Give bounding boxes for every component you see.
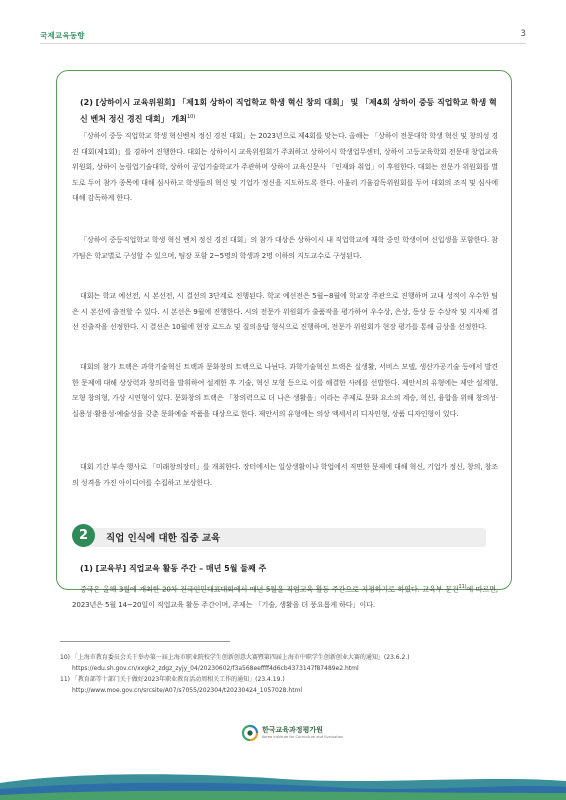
section1-paragraph-5: [72, 459, 498, 490]
footnote-divider: [60, 641, 230, 642]
footnote-ref-10: 10): [186, 114, 196, 120]
footnote-label: 11): [60, 676, 70, 683]
section2-subtitle: (1) [교육부] 직업교육 활동 주간 – 매년 5월 둘째 주: [80, 564, 267, 573]
logo-text-korean: 한국교육과정평가원: [262, 726, 323, 734]
kice-logo-icon: [240, 723, 260, 743]
paragraph-text: 「상하이 중등 직업학교 학생 혁신벤처 정신 경진 대회」는 2023년으로 제4회를 맞는다. 올해는 「상하이 전문대학 학생 혁신 및 창의성 경진 대회(제1회)」를 겸하여 진행한다. 대회는 상하이시 교육위원회가 주최하고 상하이시 학생업무센터, 상하이 고등교육학회 전문대 창업교육위원회, 상하이 농림업기술대학, 상하이 공업기술학교가 주관하며 상하이 교육신문사 「인재와 취업」이 후원한다. 대회는 전문가 위원회를 별도로 두어 참가 종목에 대해 심사하고 학생들의 혁신 및 기업가 정신을 지도하도록 한다. 아울러 기율감독위원회를 두어 대회의 조직 및 심사에 대해 감독하게 한다.: [72, 131, 498, 203]
footnote-10: [60, 652, 510, 663]
section1-paragraph-1: [72, 128, 498, 206]
section1-title-text: (2) [상하이시 교육위원회] 「제1회 상하이 직업학교 학생 혁신 창의 대회」 및 「제4회 상하이 중등 직업학교 학생 혁신 벤처 정신 경진 대회」 개최: [80, 98, 497, 124]
section2-number-badge: 2: [72, 524, 95, 547]
footnote-10-url[interactable]: https://edu.sh.gov.cn/xxgk2_zdgz_zyjy_04/20230602/f3a568eeffff4d6cb4373147f87489e2.html: [72, 665, 359, 672]
kice-logo: [240, 723, 344, 743]
footnote-text: 「上海市教育委员会关于举办第一届上海市职业院校学生创新创意大赛暨第四届上海市中职学生创新创业大赛的通知」(23.6.2.): [71, 654, 410, 661]
page-number: 3: [520, 29, 526, 39]
section1-title-block: [72, 95, 498, 127]
footnote-label: 10): [60, 654, 70, 661]
logo-text-english: Korea Institute for Curriculum and Evaluation: [262, 735, 344, 739]
footnote-ref-11: 11): [458, 584, 467, 590]
section2-paragraph: [72, 580, 498, 613]
header-brand: 국제교육동향: [40, 31, 85, 40]
paragraph-text-part1: 중국은 올해 3월에 개최한 20차 전국인민대표대회에서 매년 5월을 직업교육 활동 주간으로 지정하기로 하였다. 교육부 문건: [80, 584, 459, 594]
section1-title: [72, 95, 498, 127]
paragraph-text-part2: 에 따르면, 2023년은 5월 14~20일이 직업교육 활동 주간이며, 주제는 「기술, 생활을 더 풍요롭게 하다」이다.: [72, 584, 498, 609]
section1-paragraph-2: [72, 232, 498, 263]
section1-paragraph-3: [72, 288, 498, 335]
paragraph-text: 「상하이 중등직업학교 학생 혁신 벤처 정신 경진 대회」의 참가 대상은 상하이시 내 직업학교에 재학 중인 학생이며 신입생을 포함한다. 참가팀은 학교별로 구성할 수 있으며, 팀장 포함 2~5명의 학생과 2명 이하의 지도교수로 구성된다.: [72, 235, 498, 260]
footnote-text: 「教育部等十部门关于做好2023年职业教育活动周相关工作的通知」(23.4.19.): [71, 676, 285, 683]
footnote-11: [60, 674, 510, 685]
section2-title: 직업 인식에 대한 집중 교육: [106, 533, 221, 544]
paragraph-text: 대회 기간 부속 행사로 「미래창의장터」를 개최한다. 장터에서는 일상생활이나 학업에서 직면한 문제에 대해 혁신, 기업가 정신, 창의, 창조의 성격을 가진 아이디어를 수집하고 보상한다.: [72, 462, 498, 487]
footnotes: [60, 652, 510, 696]
paragraph-text: [72, 580, 498, 613]
section2-subtitle-block: [72, 561, 498, 576]
footer-decoration: [0, 773, 566, 800]
paragraph-text: 대회의 참가 트랙은 과학기술혁신 트랙과 문화창의 트랙으로 나뉜다. 과학기술혁신 트랙은 실생활, 서비스 모델, 생산가공기술 등에서 발견한 문제에 대해 상상력과 창의력을 발휘하여 설계한 후 기술, 혁신 모형 등으로 이를 해결한 사례를 선발한다. 제안서의 유형에는 제안 설계형, 모형 창의형, 가상 시연형이 있다. 문화창의 트랙은 「창의력으로 더 나은 생활을」이라는 주제로 문화 요소의 계승, 혁신, 융합을 위해 창의성·실용성·활용성·예술성을 갖춘 문화예술 작품을 대상으로 한다. 제안서의 유형에는 의상 액세서리 디자인형, 상품 디자인형이 있다.: [72, 362, 498, 418]
paragraph-text: 대회는 학교 예선전, 시 본선전, 시 결선의 3단계로 진행된다. 학교 예선전은 5월~8월에 학교장 주관으로 진행하며 교내 성적이 우수한 팀은 시 본선에 출전할 수 있다. 시 본선은 9월에 진행한다. 시의 전문가 위원회가 출품작을 평가하여 우수상, 은상, 동상 등 수상작 및 지자체 결선 진출작을 선정한다. 시 결선은 10월에 현장 로드쇼 및 질의응답 형식으로 진행하며, 전문가 위원회가 현장 평가를 통해 금상을 선정한다.: [72, 291, 498, 332]
footnote-11-url[interactable]: http://www.moe.gov.cn/srcsite/A07/s7055/202304/t20230424_1057028.html: [72, 687, 303, 694]
header-divider: [40, 43, 526, 44]
section1-paragraph-4: [72, 359, 498, 421]
section2-heading: [72, 519, 498, 553]
